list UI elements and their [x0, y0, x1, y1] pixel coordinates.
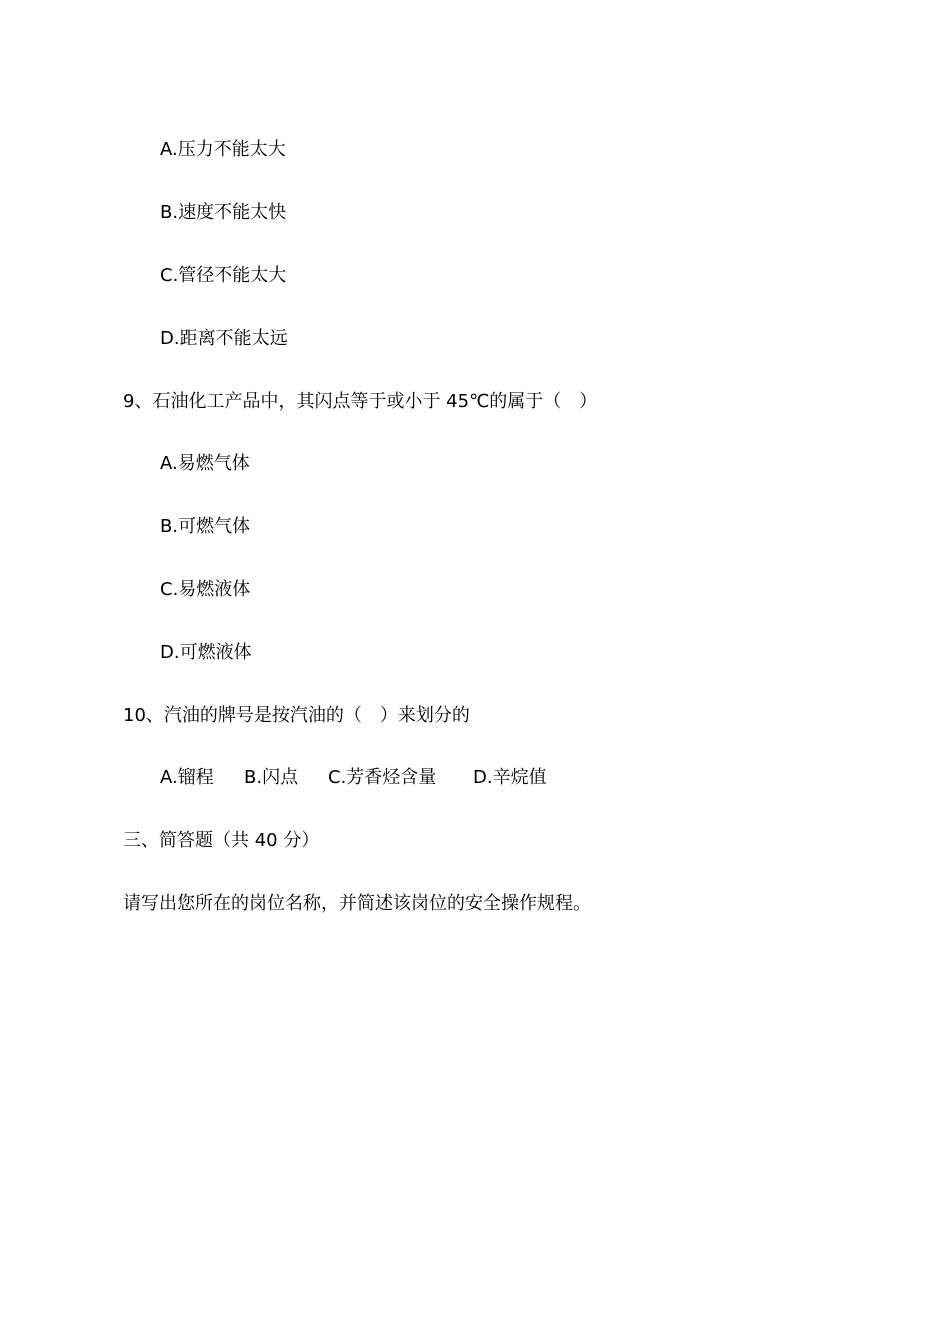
q8-option-a: A.压力不能太大 [160, 139, 286, 160]
q8-option-c: C.管径不能太大 [160, 265, 287, 286]
q9-option-a: A.易燃气体 [160, 453, 250, 474]
q9-option-b: B.可燃气体 [160, 516, 251, 537]
q10-option-b: B.闪点 [244, 767, 299, 788]
q10-option-a: A.镏程 [160, 767, 214, 788]
q8-option-b: B.速度不能太快 [160, 202, 287, 223]
q10-stem: 10、汽油的牌号是按汽油的（ ）来划分的 [123, 705, 470, 726]
q10-option-d: D.辛烷值 [473, 767, 547, 788]
section3-prompt: 请写出您所在的岗位名称，并简述该岗位的安全操作规程。 [123, 893, 591, 914]
q9-option-d: D.可燃液体 [160, 642, 252, 663]
q9-option-c: C.易燃液体 [160, 579, 251, 600]
q10-option-c: C.芳香烃含量 [328, 767, 437, 788]
q9-stem: 9、石油化工产品中，其闪点等于或小于 45℃的属于（ ） [123, 391, 598, 412]
section3-heading: 三、简答题（共 40 分） [123, 830, 320, 851]
q8-option-d: D.距离不能太远 [160, 328, 288, 349]
